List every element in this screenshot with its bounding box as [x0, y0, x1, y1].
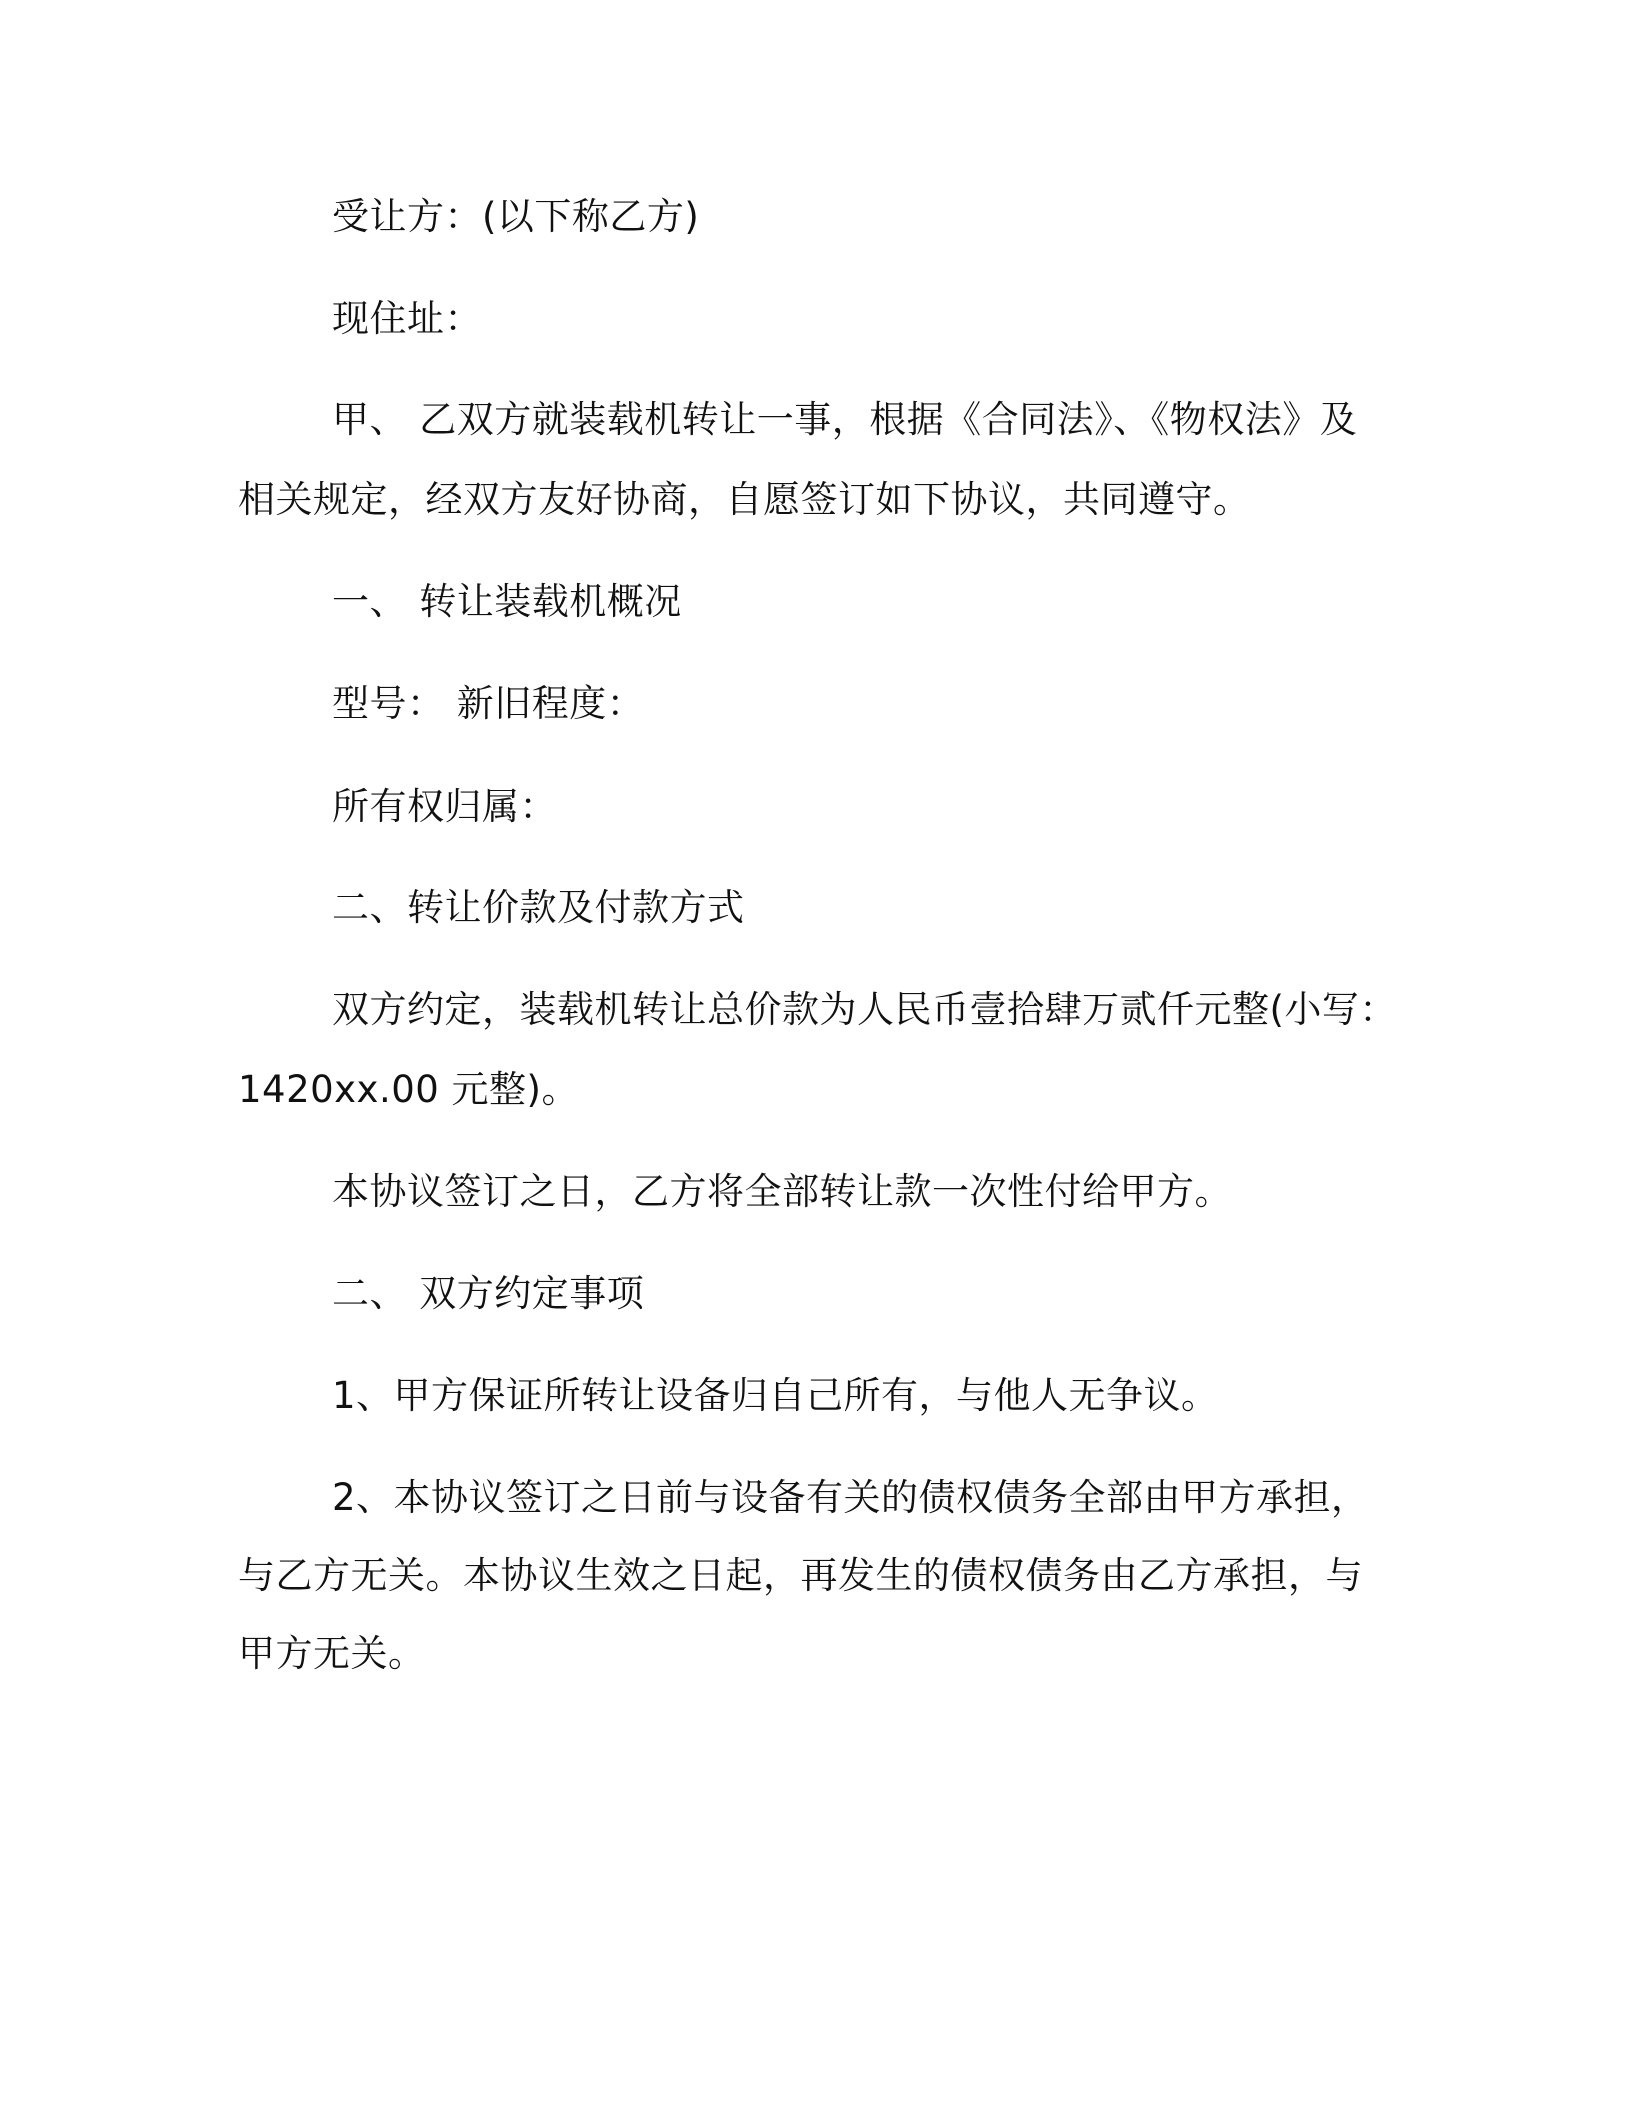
- section-2-heading: 二、转让价款及付款方式: [332, 886, 745, 929]
- clause-2-line-3: 甲方无关。: [238, 1632, 426, 1675]
- clause-2-line-1: 2、本协议签订之日前与设备有关的债权债务全部由甲方承担，: [332, 1476, 1369, 1519]
- section-1-heading: 一、 转让装载机概况: [332, 580, 682, 623]
- price-line-2: 1420xx.00 元整)。: [238, 1068, 579, 1111]
- clause-2-line-2: 与乙方无关。本协议生效之日起，再发生的债权债务由乙方承担，与: [238, 1554, 1363, 1597]
- transferee-line: 受让方：(以下称乙方): [332, 195, 700, 238]
- payment-line: 本协议签订之日，乙方将全部转让款一次性付给甲方。: [332, 1170, 1232, 1213]
- section-3-heading: 二、 双方约定事项: [332, 1272, 645, 1315]
- address-line: 现住址：: [332, 297, 482, 340]
- price-line-1: 双方约定，装载机转让总价款为人民币壹拾肆万贰仟元整(小写：: [332, 988, 1397, 1031]
- model-condition-line: 型号： 新旧程度：: [332, 682, 645, 725]
- preamble-line-1: 甲、 乙双方就装载机转让一事，根据《合同法》、《物权法》及: [332, 398, 1358, 441]
- preamble-line-2: 相关规定，经双方友好协商，自愿签订如下协议，共同遵守。: [238, 478, 1251, 521]
- ownership-line: 所有权归属：: [332, 785, 557, 828]
- clause-1-line: 1、甲方保证所转让设备归自己所有，与他人无争议。: [332, 1374, 1219, 1417]
